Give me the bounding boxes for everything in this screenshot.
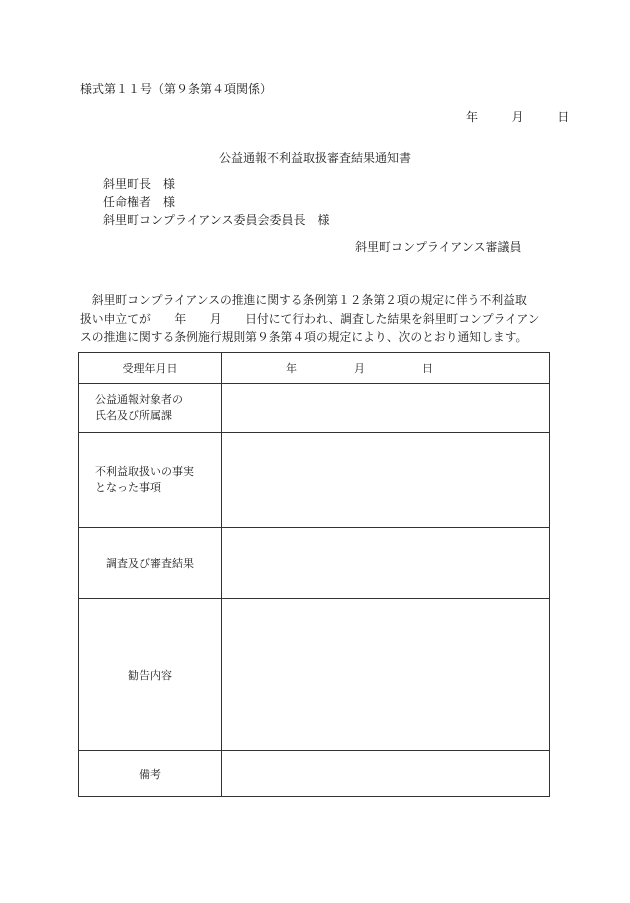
date-day-label: 日: [557, 110, 570, 124]
result-table: [78, 352, 550, 797]
received-date-field[interactable]: [222, 353, 550, 384]
received-date-label: 受理年月日: [79, 353, 222, 384]
received-month-label: 月: [354, 362, 365, 375]
table-row: [79, 528, 550, 599]
document-title: 公益通報不利益取扱審査結果通知書: [218, 151, 411, 165]
recommendation-field[interactable]: [222, 599, 550, 751]
subject-person-label: [79, 384, 222, 433]
received-day-label: 日: [422, 362, 433, 375]
form-number: 様式第１１号（第９条第４項関係）: [80, 82, 273, 96]
recipient-committee-chair: 斜里町コンプライアンス委員会委員長 様: [103, 213, 330, 227]
table-row: [79, 353, 550, 384]
document-date: [466, 108, 569, 125]
body-line: スの推進に関する条例施行規則第９条第４項の規定により、次のとおり通知します。: [80, 330, 528, 344]
subject-person-field[interactable]: [222, 384, 550, 433]
disadvantage-facts-field[interactable]: [222, 433, 550, 528]
investigation-result-field[interactable]: [222, 528, 550, 599]
investigation-result-label: 調査及び審査結果: [79, 528, 222, 599]
recipient-appointer: 任命権者 様: [103, 195, 176, 209]
label-line: 氏名及び所属課: [95, 409, 172, 422]
received-year-label: 年: [286, 362, 297, 375]
label-line: 不利益取扱いの事実: [95, 465, 194, 478]
remarks-label: 備考: [79, 751, 222, 797]
table-row: [79, 599, 550, 751]
date-year-label: 年: [466, 110, 479, 124]
label-line: となった事項: [95, 481, 161, 494]
remarks-field[interactable]: [222, 751, 550, 797]
body-line: 扱い申立てが 年 月 日付にて行われ、調査した結果を斜里町コンプライアン: [80, 311, 540, 326]
table-row: [79, 433, 550, 528]
disadvantage-facts-label: [79, 433, 222, 528]
recommendation-label: 勧告内容: [79, 599, 222, 751]
notice-body: [80, 291, 550, 347]
body-line: 斜里町コンプライアンスの推進に関する条例第１２条第２項の規定に伴う不利益取: [80, 293, 527, 307]
sender: 斜里町コンプライアンス審議員: [355, 240, 522, 254]
table-row: [79, 751, 550, 797]
label-line: 公益通報対象者の: [95, 393, 183, 406]
date-month-label: 月: [511, 110, 524, 124]
recipient-mayor: 斜里町長 様: [103, 177, 176, 191]
table-row: [79, 384, 550, 433]
